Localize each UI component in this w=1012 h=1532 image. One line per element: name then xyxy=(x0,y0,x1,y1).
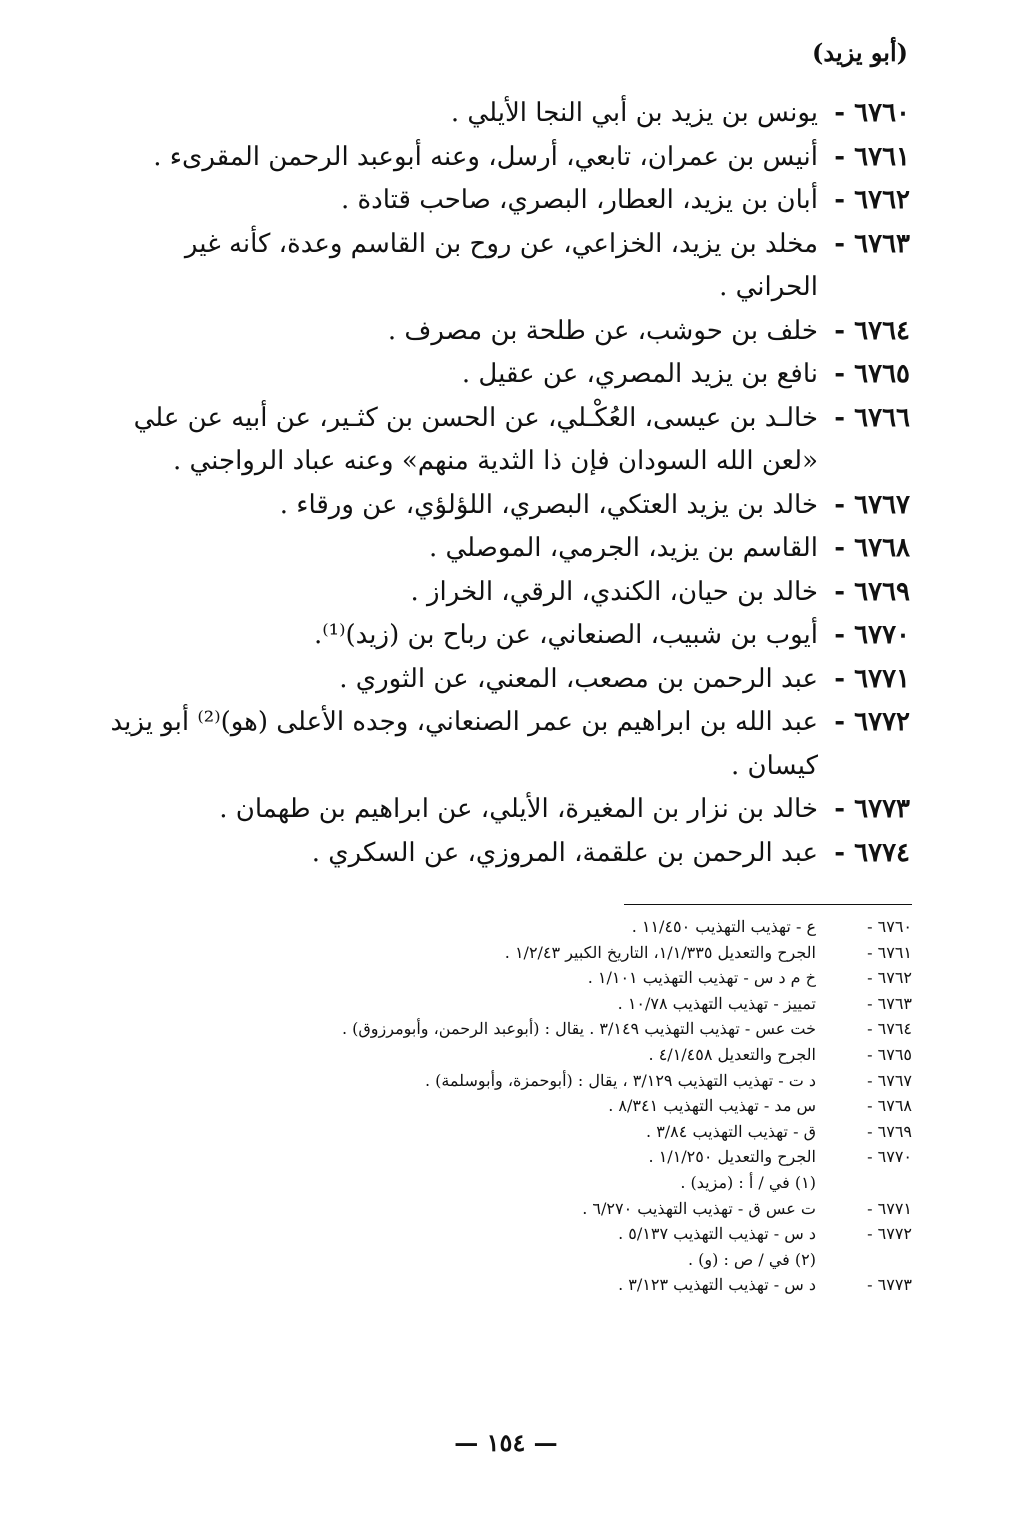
entry xyxy=(110,223,910,310)
footnote-number: ٦٧٦٩ - xyxy=(867,1121,912,1141)
entry-number: ٦٧٧٣ - xyxy=(834,794,910,824)
entry-text: خلف بن حوشب، عن طلحة بن مصرف . xyxy=(387,315,818,346)
footnote-number: ٦٧٦٧ - xyxy=(867,1070,912,1090)
entry-text: أبان بن يزيد، العطار، البصري، صاحب قتادة . xyxy=(341,185,818,215)
footnote-number: ٦٧٧٠ - xyxy=(867,1147,912,1167)
entry xyxy=(110,92,910,136)
entry xyxy=(110,571,910,615)
entry xyxy=(110,353,910,397)
footnote xyxy=(172,1221,912,1247)
footnote-text: د س - تهذيب التهذيب ٣/١٢٣ . xyxy=(618,1275,816,1295)
footnote-text: ت عس ق - تهذيب التهذيب ٦/٢٧٠ . xyxy=(582,1198,816,1218)
footnote-divider xyxy=(624,904,912,905)
footnote-number: ٦٧٧٢ - xyxy=(867,1224,912,1244)
entries-list xyxy=(110,92,910,875)
entry xyxy=(110,527,910,571)
footnote-text: تمييز - تهذيب التهذيب ١٠/٧٨ . xyxy=(617,993,816,1013)
entry-text: مخلد بن يزيد، الخزاعي، عن روح بن القاسم وعدة، كأنه غير الحراني . xyxy=(184,228,818,302)
entry-text: يونس بن يزيد بن أبي النجا الأيلي . xyxy=(450,98,818,128)
entry-number: ٦٧٦٥ - xyxy=(834,359,910,389)
running-head: (أبو يزيد) xyxy=(811,38,908,67)
footnote xyxy=(172,965,912,991)
entry xyxy=(110,136,910,180)
entry xyxy=(110,179,910,223)
footnote-text: (٢) في / ص : (و) . xyxy=(687,1249,816,1269)
footnote-text: الجرح والتعديل ١/١/٢٥٠ . xyxy=(648,1147,816,1167)
footnote-text: ع - تهذيب التهذيب ١١/٤٥٠ . xyxy=(631,917,816,936)
entry-text: عبد الرحمن بن علقمة، المروزي، عن السكري . xyxy=(311,837,818,868)
entry xyxy=(110,310,910,354)
footnote-number: ٦٧٧١ - xyxy=(867,1198,912,1218)
entry-number: ٦٧٦٠ - xyxy=(834,98,910,128)
entry-number: ٦٧٦١ - xyxy=(834,141,910,172)
entry-text: أنيس بن عمران، تابعي، أرسل، وعنه أبوعبد الرحمن المقرىء . xyxy=(153,141,818,172)
entry-number: ٦٧٧١ - xyxy=(834,663,910,694)
footnote xyxy=(172,1272,912,1298)
entry-number: ٦٧٦٦ - xyxy=(834,402,910,433)
entry-text: القاسم بن يزيد، الجرمي، الموصلي . xyxy=(428,533,818,563)
entry-text: خالد بن نزار بن المغيرة، الأيلي، عن ابراهيم بن طهمان . xyxy=(219,794,818,824)
entry-text: أيوب بن شبيب، الصنعاني، عن رباح بن (زيد)⁽¹⁾. xyxy=(314,620,818,650)
footnote xyxy=(172,940,912,966)
footnote xyxy=(172,1119,912,1145)
entry xyxy=(110,658,910,702)
entry-number: ٦٧٧٢ - xyxy=(834,707,910,737)
footnote-text: س مد - تهذيب التهذيب ٨/٣٤١ . xyxy=(608,1096,816,1116)
entry-number: ٦٧٦٨ - xyxy=(834,533,910,563)
entry-text: خالد بن يزيد العتكي، البصري، اللؤلؤي، عن ورقاء . xyxy=(279,489,818,520)
footnote-text: خت عس - تهذيب التهذيب ٣/١٤٩ . يقال : (أبوعبد الرحمن، وأبومرزوق) . xyxy=(341,1019,816,1039)
footnote-number: ٦٧٧٣ - xyxy=(867,1275,912,1295)
entry xyxy=(110,614,910,658)
footnote xyxy=(172,1016,912,1042)
footnote-number: ٦٧٦٥ - xyxy=(867,1044,912,1064)
footnote-number: ٦٧٦٣ - xyxy=(867,993,912,1013)
footnotes-list xyxy=(172,914,912,1298)
entry-number: ٦٧٧٠ - xyxy=(834,620,910,650)
footnote-text: الجرح والتعديل ١/١/٣٣٥، التاريخ الكبير ١/٢/٤٣ . xyxy=(504,942,816,962)
footnote-text: الجرح والتعديل ٤/١/٤٥٨ . xyxy=(648,1044,816,1064)
entry xyxy=(110,788,910,832)
footnote xyxy=(172,1247,912,1273)
footnote-number: ٦٧٦٠ - xyxy=(867,917,912,936)
footnote-text: خ م د س - تهذيب التهذيب ١/١٠١ . xyxy=(587,968,816,988)
entry-text: عبد الله بن ابراهيم بن عمر الصنعاني، وجده الأعلى (هو)⁽²⁾ أبو يزيد كيسان . xyxy=(110,707,818,781)
entry-text: عبد الرحمن بن مصعب، المعني، عن الثوري . xyxy=(339,663,818,694)
entry-number: ٦٧٦٩ - xyxy=(834,576,910,607)
footnote-number: ٦٧٦١ - xyxy=(867,942,912,962)
footnote xyxy=(172,914,912,940)
footnote xyxy=(172,1042,912,1068)
entry-text: خالد بن حيان، الكندي، الرقي، الخراز . xyxy=(410,576,818,607)
footnote xyxy=(172,1144,912,1170)
entry-number: ٦٧٦٢ - xyxy=(834,185,910,215)
entry xyxy=(110,701,910,788)
entry xyxy=(110,832,910,876)
footnote xyxy=(172,1170,912,1196)
footnote-text: (١) في / أ : (مزيد) . xyxy=(680,1172,816,1192)
footnote-text: ق - تهذيب التهذيب ٣/٨٤ . xyxy=(646,1121,816,1141)
entry-text: خالـد بن عيسى، العُكْـلي، عن الحسن بن كثـير، عن أبيه عن علي «لعن الله السودان فإن ذا الثدية منهم» وعنه عباد الرواجني . xyxy=(133,402,818,476)
footnote xyxy=(172,991,912,1017)
entry-number: ٦٧٦٤ - xyxy=(834,315,910,346)
entry-text: نافع بن يزيد المصري، عن عقيل . xyxy=(461,359,818,389)
entry-number: ٦٧٦٣ - xyxy=(834,228,910,259)
entry-number: ٦٧٦٧ - xyxy=(834,489,910,520)
footnote xyxy=(172,1196,912,1222)
footnote-text: د س - تهذيب التهذيب ٥/١٣٧ . xyxy=(618,1224,816,1244)
entry xyxy=(110,484,910,528)
footnote-number: ٦٧٦٤ - xyxy=(867,1019,912,1039)
footnote-number: ٦٧٦٢ - xyxy=(867,968,912,988)
footnote-text: د ت - تهذيب التهذيب ٣/١٢٩ ، يقال : (أبوحمزة، وأبوسلمة) . xyxy=(424,1070,816,1090)
entry xyxy=(110,397,910,484)
footnote xyxy=(172,1068,912,1094)
footnote-number: ٦٧٦٨ - xyxy=(867,1096,912,1116)
entry-number: ٦٧٧٤ - xyxy=(834,837,910,868)
footnote xyxy=(172,1093,912,1119)
page-number: — ١٥٤ — xyxy=(454,1428,558,1457)
